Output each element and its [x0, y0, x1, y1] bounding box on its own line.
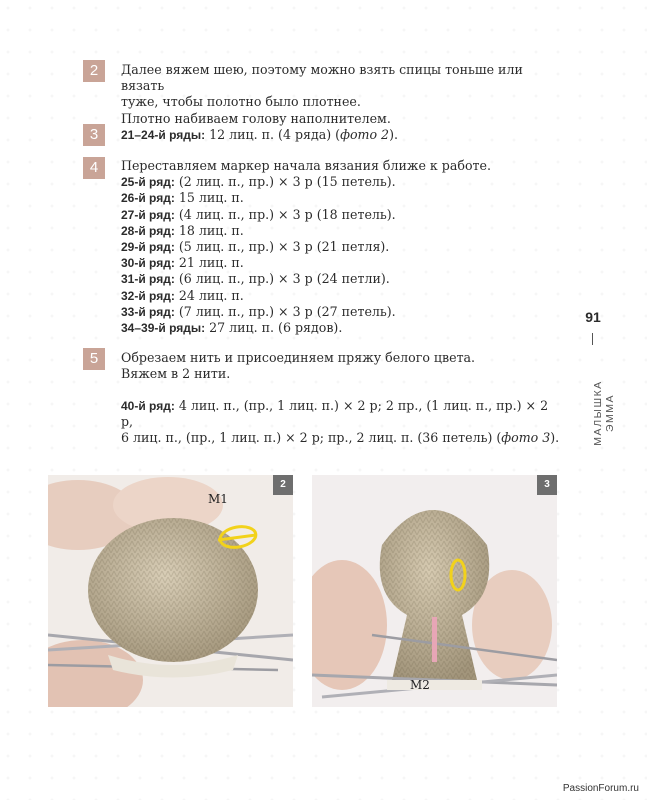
photo-reference: фото 2 — [340, 127, 390, 142]
row-line — [121, 223, 551, 239]
step-number-3: 3 — [83, 124, 105, 146]
row-line — [121, 320, 551, 336]
row-label: 25-й ряд: — [121, 175, 175, 190]
row-label: 29-й ряд: — [121, 240, 175, 255]
row-text: 12 лиц. п. (4 ряда) ( — [205, 127, 341, 142]
white-yarn-edge — [387, 680, 482, 690]
step-2-text — [121, 62, 551, 127]
row-text: 24 лиц. п. — [174, 287, 244, 303]
photo-badge: 2 — [273, 475, 293, 495]
step-5-line: Вяжем в 2 нити. — [121, 366, 231, 382]
row-label: 21–24-й ряды: — [121, 128, 206, 142]
row-line — [121, 304, 551, 320]
page-number-rule — [592, 333, 593, 345]
page-number: 91 — [585, 309, 601, 325]
row-text: 18 лиц. п. — [174, 222, 244, 238]
row-line — [121, 271, 551, 287]
marker-label-m1: M1 — [208, 492, 228, 506]
row-label: 40-й ряд: — [121, 399, 175, 413]
step-5-line: Обрезаем нить и присоединяем пряжу белого цвета. — [121, 350, 476, 365]
step-4-intro: Переставляем маркер начала вязания ближе к работе. — [121, 158, 491, 173]
photo-2-illustration — [48, 475, 293, 707]
photo-3-illustration — [312, 475, 557, 707]
step-2-line: Далее вяжем шею, поэтому можно взять спицы тоньше или вязать — [121, 62, 523, 94]
row-line — [121, 207, 551, 223]
step-2-line: туже, чтобы полотно было плотнее. — [121, 94, 361, 110]
step-number-5: 5 — [83, 348, 105, 370]
row-text: (7 лиц. п., пр.) × 3 р (27 петель). — [174, 303, 396, 319]
row-label: 27-й ряд: — [121, 207, 175, 222]
row-text: 27 лиц. п. (6 рядов). — [205, 320, 343, 336]
row-text: (5 лиц. п., пр.) × 3 р (21 петля). — [174, 239, 390, 255]
row-label: 34–39-й ряды: — [121, 321, 206, 336]
row-text: (4 лиц. п., пр.) × 3 р (18 петель). — [174, 206, 396, 222]
row-text: 6 лиц. п., (пр., 1 лиц. п.) × 2 р; пр., 2 лиц. п. (36 петель) ( — [121, 430, 502, 446]
row-label: 32-й ряд: — [121, 288, 175, 303]
photo-reference: фото 3 — [501, 430, 551, 446]
row-close: ). — [550, 430, 560, 446]
row-line — [121, 190, 551, 206]
row-text: 21 лиц. п. — [174, 255, 244, 271]
row-label: 31-й ряд: — [121, 272, 175, 287]
row-text: 4 лиц. п., (пр., 1 лиц. п.) × 2 р; 2 пр., (1 лиц. п., пр.) × 2 р, — [121, 398, 549, 430]
row-text: (2 лиц. п., пр.) × 3 р (15 петель). — [174, 174, 396, 190]
row-close: ). — [389, 127, 398, 142]
photo-3 — [312, 475, 557, 707]
photo-2 — [48, 475, 293, 707]
step-2-line: Плотно набиваем голову наполнителем. — [121, 110, 391, 126]
row-label: 33-й ряд: — [121, 304, 175, 319]
row-label: 26-й ряд: — [121, 191, 175, 206]
row-text: (6 лиц. п., пр.) × 3 р (24 петли). — [174, 271, 390, 287]
step-5-text — [121, 350, 551, 382]
photo-badge: 3 — [537, 475, 557, 495]
step-4-text — [121, 158, 551, 336]
pink-marker — [432, 617, 437, 662]
step-number-4: 4 — [83, 157, 105, 179]
step-3-text — [121, 127, 551, 143]
row-line — [121, 288, 551, 304]
step-number-2: 2 — [83, 60, 105, 82]
watermark: PassionForum.ru — [562, 783, 639, 794]
row-line — [121, 255, 551, 271]
row-text: 15 лиц. п. — [174, 190, 244, 206]
row-line — [121, 174, 551, 190]
running-title: МАЛЫШКА ЭММА — [592, 380, 616, 446]
row-label: 30-й ряд: — [121, 256, 175, 271]
step-5-row — [121, 398, 561, 447]
marker-label-m2: M2 — [410, 678, 430, 692]
row-line — [121, 239, 551, 255]
row-label: 28-й ряд: — [121, 223, 175, 238]
